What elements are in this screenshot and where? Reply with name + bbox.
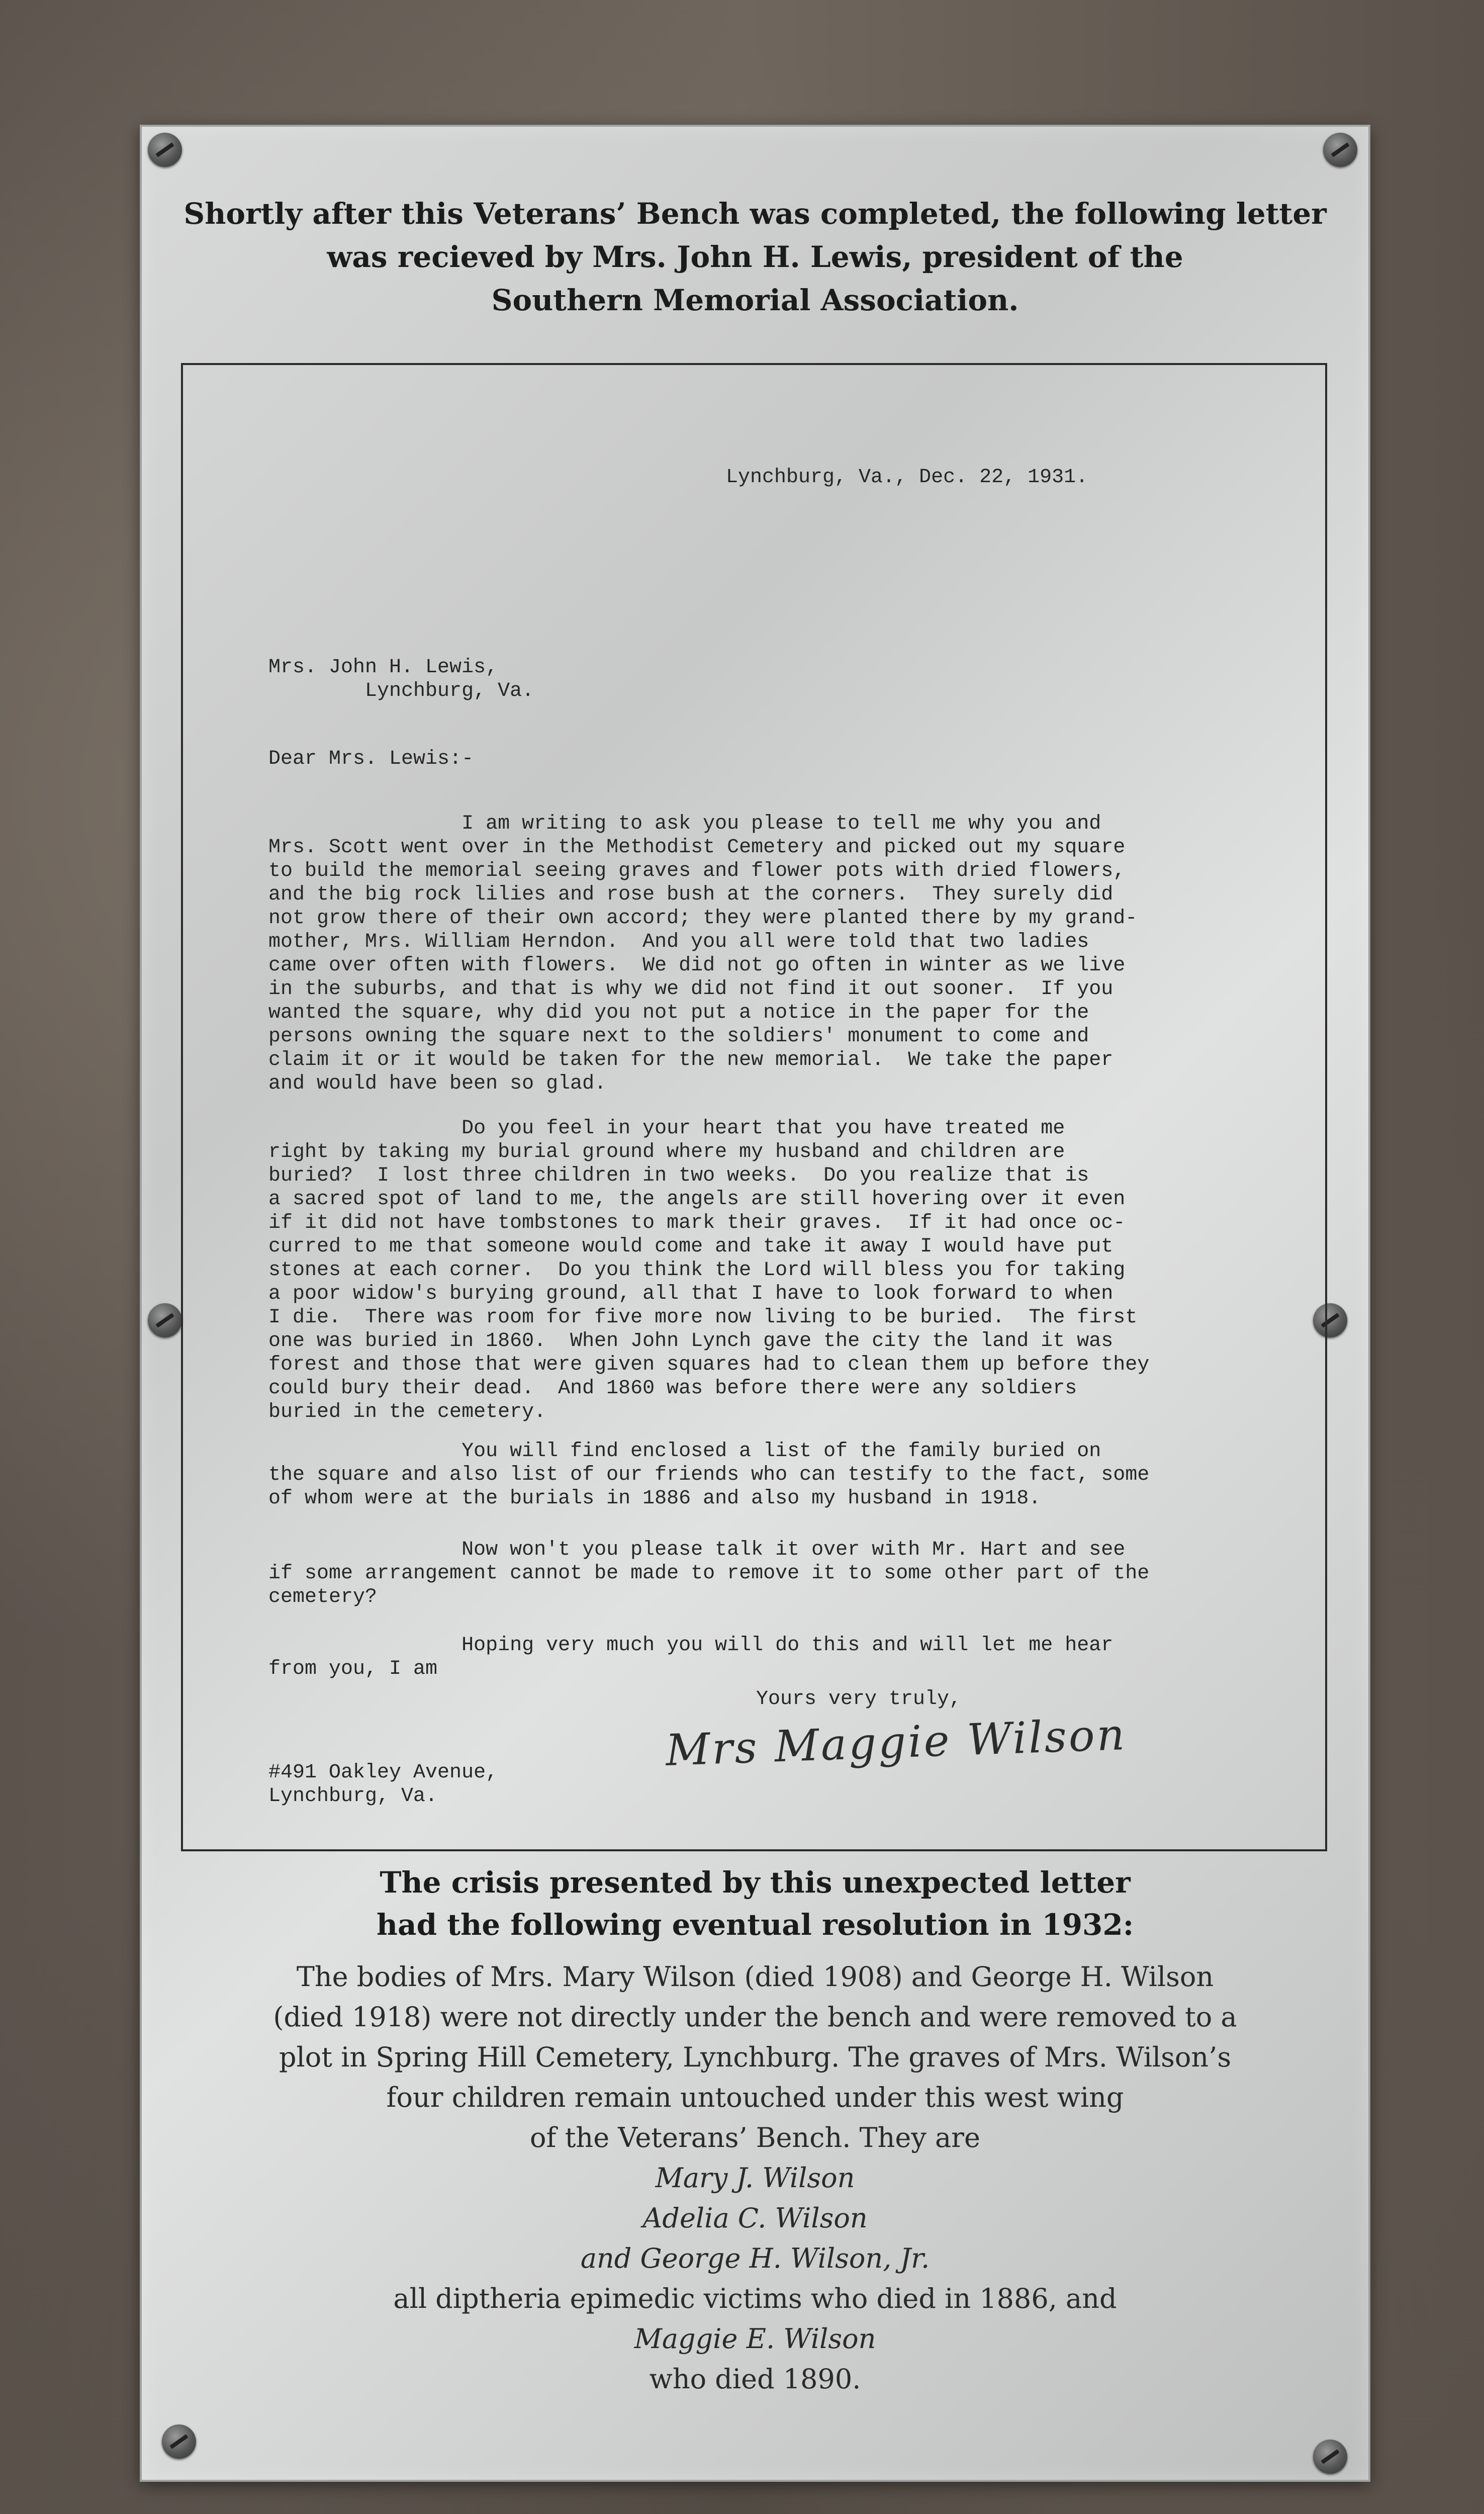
screw-mid-left [148, 1303, 182, 1337]
heading-line: Southern Memorial Association. [491, 283, 1019, 317]
resolution-heading: The crisis presented by this unexpected letter had the following eventual resolution in 1932: [376, 1865, 1134, 1942]
heading-line: was recieved by Mrs. John H. Lewis, president of the [327, 240, 1183, 274]
letter-paragraph-1: I am writing to ask you please to tell me why you and Mrs. Scott went over in the Methodist Cemetery and picked out my square to build the memorial seeing graves and flower pots with dried flowers, and the big rock lilies and rose bush at the corners. They surely did not grow there of their own accord; they were planted there by my grand- mother, Mrs. William Herndon. And you all were told that two ladies came over often with flowers. We did not go often in winter as we live in the suburbs, and that is why we did not find it out sooner. If you wanted the square, why did you not put a notice in the paper for the persons owning the square next to the soldiers' monument to come and claim it or it would be taken for the new memorial. We take the paper and would have been so glad. [268, 813, 1138, 1095]
letter-frame [181, 363, 1327, 1851]
letter-recipient: Mrs. John H. Lewis, Lynchburg, Va. [268, 656, 534, 702]
resolution-body: The bodies of Mrs. Mary Wilson (died 1908) and George H. Wilson (died 1918) were not directly under the bench and were removed to a plot in Spring Hill Cemetery, Lynchburg. The graves of Mrs. Wilson’s four children remain untouched under this west wing of the Veterans’ Bench. They are Mary J. Wilson Adelia C. Wilson and George H. Wilson, Jr. all diptheria epimedic victims who died in 1886, and Maggie E. Wilson who died 1890. [182, 1957, 1328, 2399]
letter-closing: Yours very truly, [756, 1688, 962, 1711]
final-line: who died 1890. [649, 2363, 861, 2395]
victims-line: all diptheria epimedic victims who died in 1886, and [393, 2283, 1117, 2314]
child-name: Adelia C. Wilson [642, 2202, 868, 2234]
child-name: Maggie E. Wilson [634, 2323, 876, 2355]
child-name: Mary J. Wilson [655, 2162, 855, 2194]
letter-salutation: Dear Mrs. Lewis:- [268, 748, 474, 770]
screw-top-left [148, 133, 182, 167]
letter-paragraph-5: Hoping very much you will do this and will let me hear from you, I am [268, 1634, 1114, 1680]
letter-paragraph-4: Now won't you please talk it over with Mr. Hart and see if some arrangement cannot be made to remove it to some other part of the cemetery? [268, 1539, 1150, 1608]
screw-bottom-right [1313, 2440, 1347, 2474]
child-name: and George H. Wilson, Jr. [580, 2242, 930, 2274]
heading-line: Shortly after this Veterans’ Bench was completed, the following letter [183, 197, 1327, 231]
letter-paragraph-2: Do you feel in your heart that you have treated me right by taking my burial ground where my husband and children are buried? I lost three children in two weeks. Do you realize that is a sacred spot of land to me, the angels are still hovering over it even if it did not have tombstones to mark their graves. If it had once oc- curred to me that someone would come and take it away I would have put stones at each corner. Do you think the Lord will bless you for taking a poor widow's burying ground, all that I have to look forward to when I die. There was room for five more now living to be buried. The first one was buried in 1860. When John Lynch gave the city the land it was forest and those that were given squares had to clean them up before they could bury their dead. And 1860 was before there were any soldiers buried in the cemetery. [268, 1117, 1150, 1423]
letter-date: Lynchburg, Va., Dec. 22, 1931. [726, 466, 1088, 489]
handwritten-signature: Mrs Maggie Wilson [665, 1710, 1128, 1776]
letter-address: #491 Oakley Avenue, Lynchburg, Va. [268, 1761, 498, 1808]
screw-bottom-left [162, 2425, 196, 2459]
letter-paragraph-3: You will find enclosed a list of the family buried on the square and also list of our friends who can testify to the fact, some of whom were at the burials in 1886 and also my husband in 1918. [268, 1440, 1150, 1510]
screw-top-right [1323, 133, 1357, 167]
memorial-plaque [140, 125, 1370, 2482]
plaque-heading [182, 192, 1328, 322]
